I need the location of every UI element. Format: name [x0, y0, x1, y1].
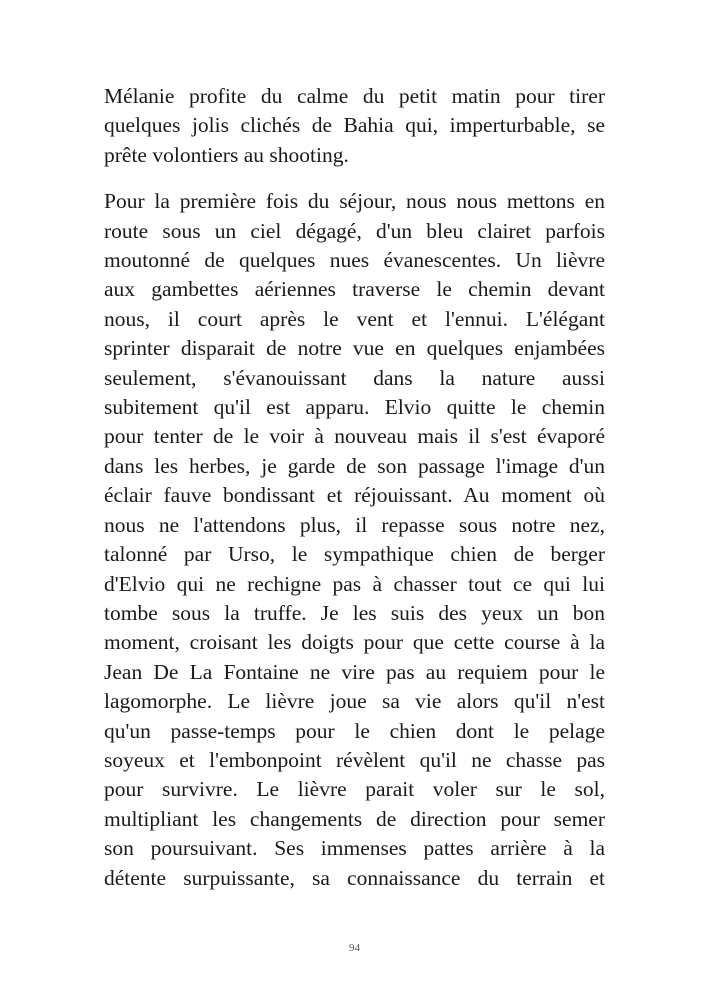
- text-line: lagomorphe. Le lièvre joue sa vie alors qu'il n'est: [104, 689, 605, 714]
- text-line: aux gambettes aériennes traverse le chemin devant: [104, 277, 605, 302]
- text-line: multipliant les changements de direction pour semer: [104, 806, 605, 831]
- paragraph-1: [104, 82, 605, 170]
- text-line: prête volontiers au shooting.: [104, 142, 349, 167]
- page-body: [104, 82, 605, 893]
- text-line: sprinter disparait de notre vue en quelques enjambées: [104, 336, 605, 361]
- text-line: moment, croisant les doigts pour que cette course à la: [104, 630, 605, 655]
- text-line: moutonné de quelques nues évanescentes. Un lièvre: [104, 248, 605, 273]
- text-line: dans les herbes, je garde de son passage l'image d'un: [104, 453, 605, 478]
- text-line: seulement, s'évanouissant dans la nature aussi: [104, 365, 605, 390]
- text-line: route sous un ciel dégagé, d'un bleu clairet parfois: [104, 218, 605, 243]
- text-line: d'Elvio qui ne rechigne pas à chasser tout ce qui lui: [104, 571, 605, 596]
- text-line: Jean De La Fontaine ne vire pas au requiem pour le: [104, 659, 605, 684]
- text-line: qu'un passe-temps pour le chien dont le pelage: [104, 718, 605, 743]
- text-line: nous ne l'attendons plus, il repasse sous notre nez,: [104, 512, 605, 537]
- text-line: détente surpuissante, sa connaissance du terrain et: [104, 865, 605, 890]
- text-line: talonné par Urso, le sympathique chien de berger: [104, 542, 605, 567]
- paragraph-2: [104, 187, 605, 893]
- text-line: soyeux et l'embonpoint révèlent qu'il ne chasse pas: [104, 747, 605, 772]
- text-line: nous, il court après le vent et l'ennui. L'élégant: [104, 306, 605, 331]
- text-line: Mélanie profite du calme du petit matin pour tirer: [104, 84, 605, 108]
- text-line: Pour la première fois du séjour, nous nous mettons en: [104, 189, 605, 214]
- text-line: subitement qu'il est apparu. Elvio quitte le chemin: [104, 395, 605, 420]
- text-line: pour tenter de le voir à nouveau mais il s'est évaporé: [104, 424, 605, 449]
- text-line: son poursuivant. Ses immenses pattes arrière à la: [104, 836, 605, 861]
- text-line: pour survivre. Le lièvre parait voler sur le sol,: [104, 777, 605, 802]
- text-line: éclair fauve bondissant et réjouissant. Au moment où: [104, 483, 605, 508]
- page-number: 94: [349, 942, 360, 954]
- text-line: quelques jolis clichés de Bahia qui, imperturbable, se: [104, 113, 605, 138]
- text-line: tombe sous la truffe. Je les suis des yeux un bon: [104, 600, 605, 625]
